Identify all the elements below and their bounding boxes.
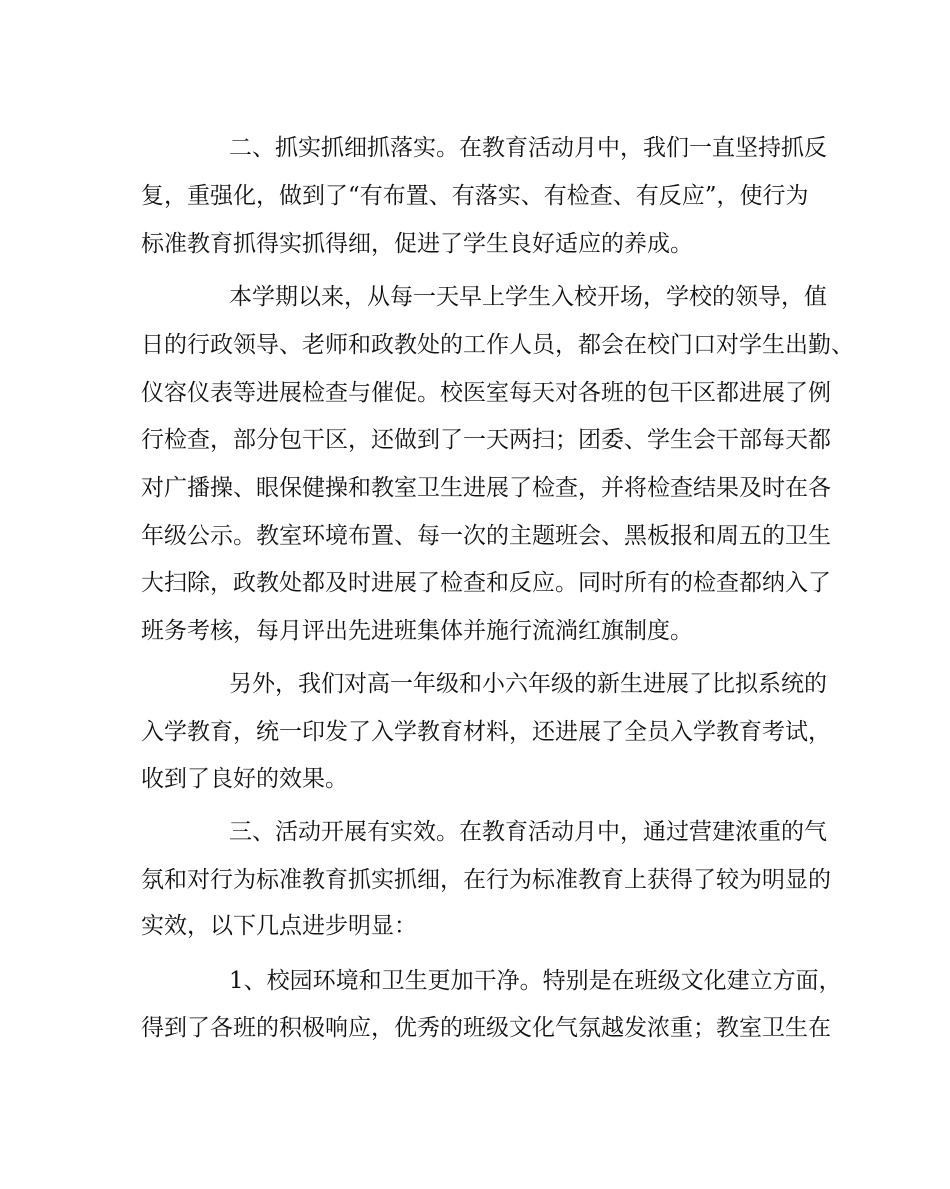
paragraph-line: 行检查，部分包干区，还做到了一天两扫；团委、学生会干部每天都	[141, 427, 831, 453]
paragraph-line: 本学期以来，从每一天早上学生入校开场，学校的领导，值	[229, 284, 827, 310]
paragraph-line: 大扫除，政教处都及时进展了检查和反应。同时所有的检查都纳入了	[141, 570, 831, 596]
paragraph-line: 标准教育抓得实抓得细，促进了学生良好适应的养成。	[141, 231, 693, 257]
paragraph-line: 复，重强化，做到了“有布置、有落实、有检查、有反应”，使行为	[141, 183, 809, 209]
paragraph-line: 氛和对行为标准教育抓实抓细，在行为标准教育上获得了较为明显的	[141, 867, 831, 893]
paragraph-line: 仪容仪表等进展检查与催促。校医室每天对各班的包干区都进展了例	[141, 380, 831, 406]
paragraph-line: 实效，以下几点进步明显：	[141, 913, 417, 939]
paragraph-line: 入学教育，统一印发了入学教育材料，还进展了全员入学教育考试，	[141, 719, 831, 745]
paragraph-line: 年级公示。教室环境布置、每一次的主题班会、黑板报和周五的卫生	[141, 523, 831, 549]
paragraph-line: 班务考核，每月评出先进班集体并施行流淌红旗制度。	[141, 618, 693, 644]
paragraph-line: 对广播操、眼保健操和教室卫生进展了检查，并将检查结果及时在各	[141, 475, 831, 501]
paragraph-line: 三、活动开展有实效。在教育活动月中，通过营建浓重的气	[229, 819, 827, 845]
paragraph-line: 收到了良好的效果。	[141, 766, 348, 792]
paragraph-line: 得到了各班的积极响应，优秀的班级文化气氛越发浓重；教室卫生在	[141, 1015, 831, 1041]
paragraph-line: 1、校园环境和卫生更加干净。特别是在班级文化建立方面，	[229, 968, 842, 994]
paragraph-line: 另外，我们对高一年级和小六年级的新生进展了比拟系统的	[229, 671, 827, 697]
paragraph-line: 二、抓实抓细抓落实。在教育活动月中，我们一直坚持抓反	[229, 135, 827, 161]
paragraph-line: 日的行政领导、老师和政教处的工作人员，都会在校门口对学生出勤、	[141, 332, 854, 358]
